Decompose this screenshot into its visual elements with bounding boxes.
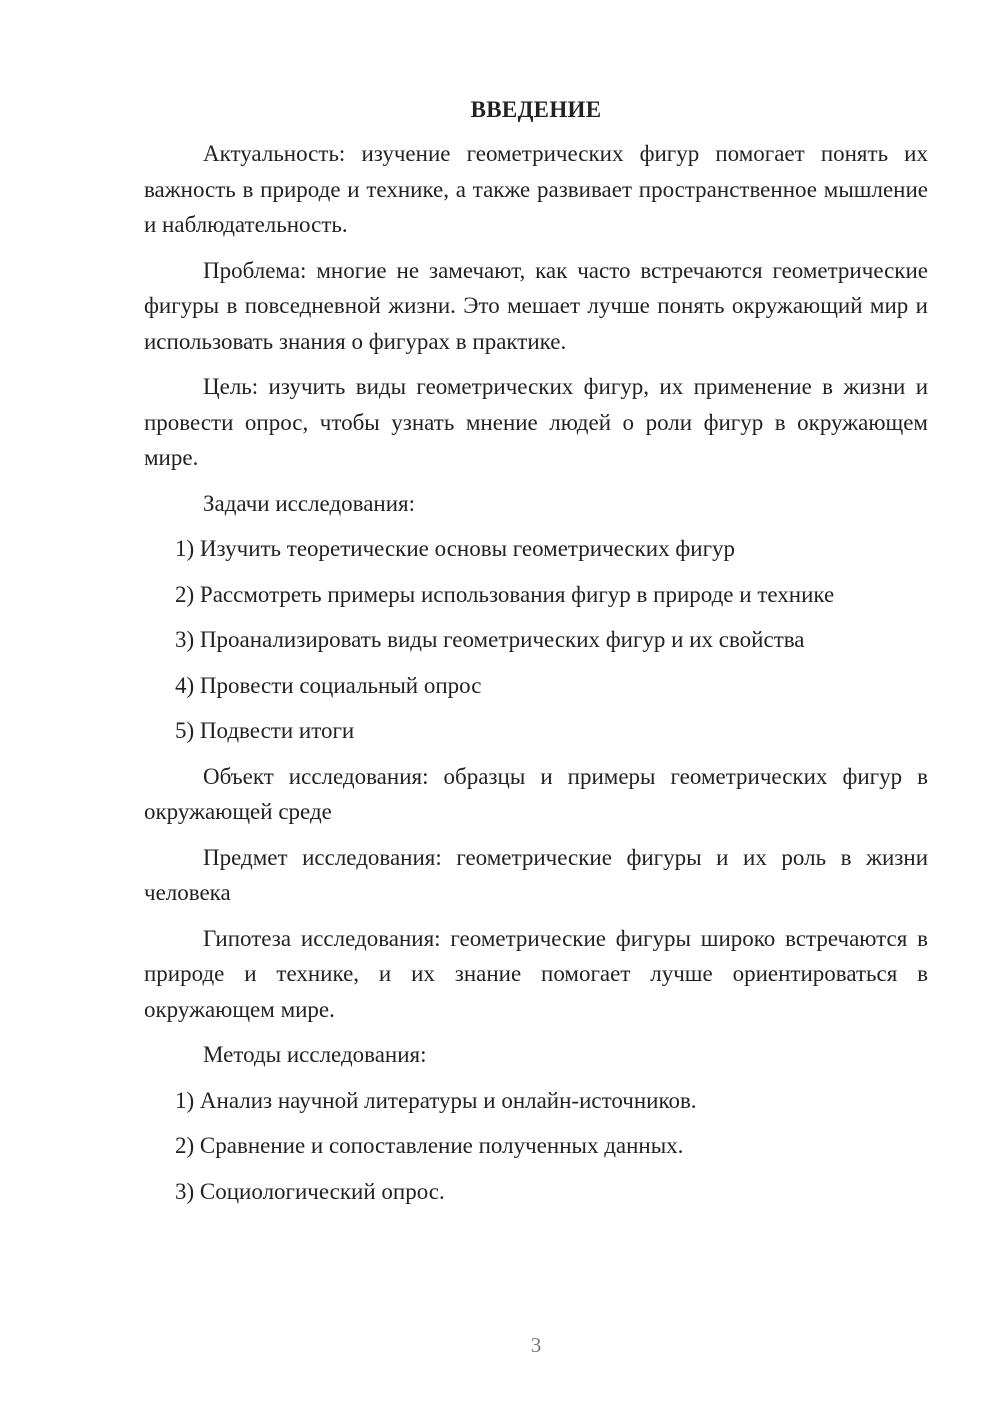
problem-paragraph: Проблема: многие не замечают, как часто встречаются геометрические фигуры в повседневной жизни. Это мешает лучше понять окружающий мир и использовать знания о фигурах в практике. — [144, 257, 928, 354]
method-item: 2) Сравнение и сопоставление полученных данных. — [175, 1133, 684, 1158]
document-page — [144, 94, 928, 1219]
section-title: ВВЕДЕНИЕ — [470, 97, 602, 122]
hypothesis-paragraph: Гипотеза исследования: геометрические фигуры широко встречаются в природе и технике, и их знание помогает лучше ориентироваться в окружающем мире. — [144, 925, 928, 1022]
methods-heading: Методы исследования: — [203, 1042, 427, 1067]
object-paragraph: Объект исследования: образцы и примеры геометрических фигур в окружающей среде — [144, 763, 928, 824]
task-item: 3) Проанализировать виды геометрических фигур и их свойства — [175, 627, 805, 652]
task-item: 2) Рассмотреть примеры использования фигур в природе и технике — [175, 581, 835, 607]
task-item: 5) Подвести итоги — [175, 718, 355, 743]
task-item: 1) Изучить теоретические основы геометрических фигур — [175, 536, 736, 561]
subject-paragraph: Предмет исследования: геометрические фигуры и их роль в жизни человека — [144, 844, 928, 905]
goal-paragraph: Цель: изучить виды геометрических фигур, их применение в жизни и провести опрос, чтобы узнать мнение людей о роли фигур в окружающем мире. — [144, 374, 928, 470]
method-item: 3) Социологический опрос. — [175, 1178, 445, 1204]
tasks-heading: Задачи исследования: — [203, 490, 416, 516]
page-number: 3 — [530, 1333, 542, 1357]
task-item: 4) Провести социальный опрос — [175, 672, 482, 698]
relevance-paragraph: Актуальность: изучение геометрических фигур помогает понять их важность в природе и технике, а также развивает пространственное мышление и наблюдательность. — [144, 141, 928, 237]
method-item: 1) Анализ научной литературы и онлайн-источников. — [175, 1087, 697, 1113]
